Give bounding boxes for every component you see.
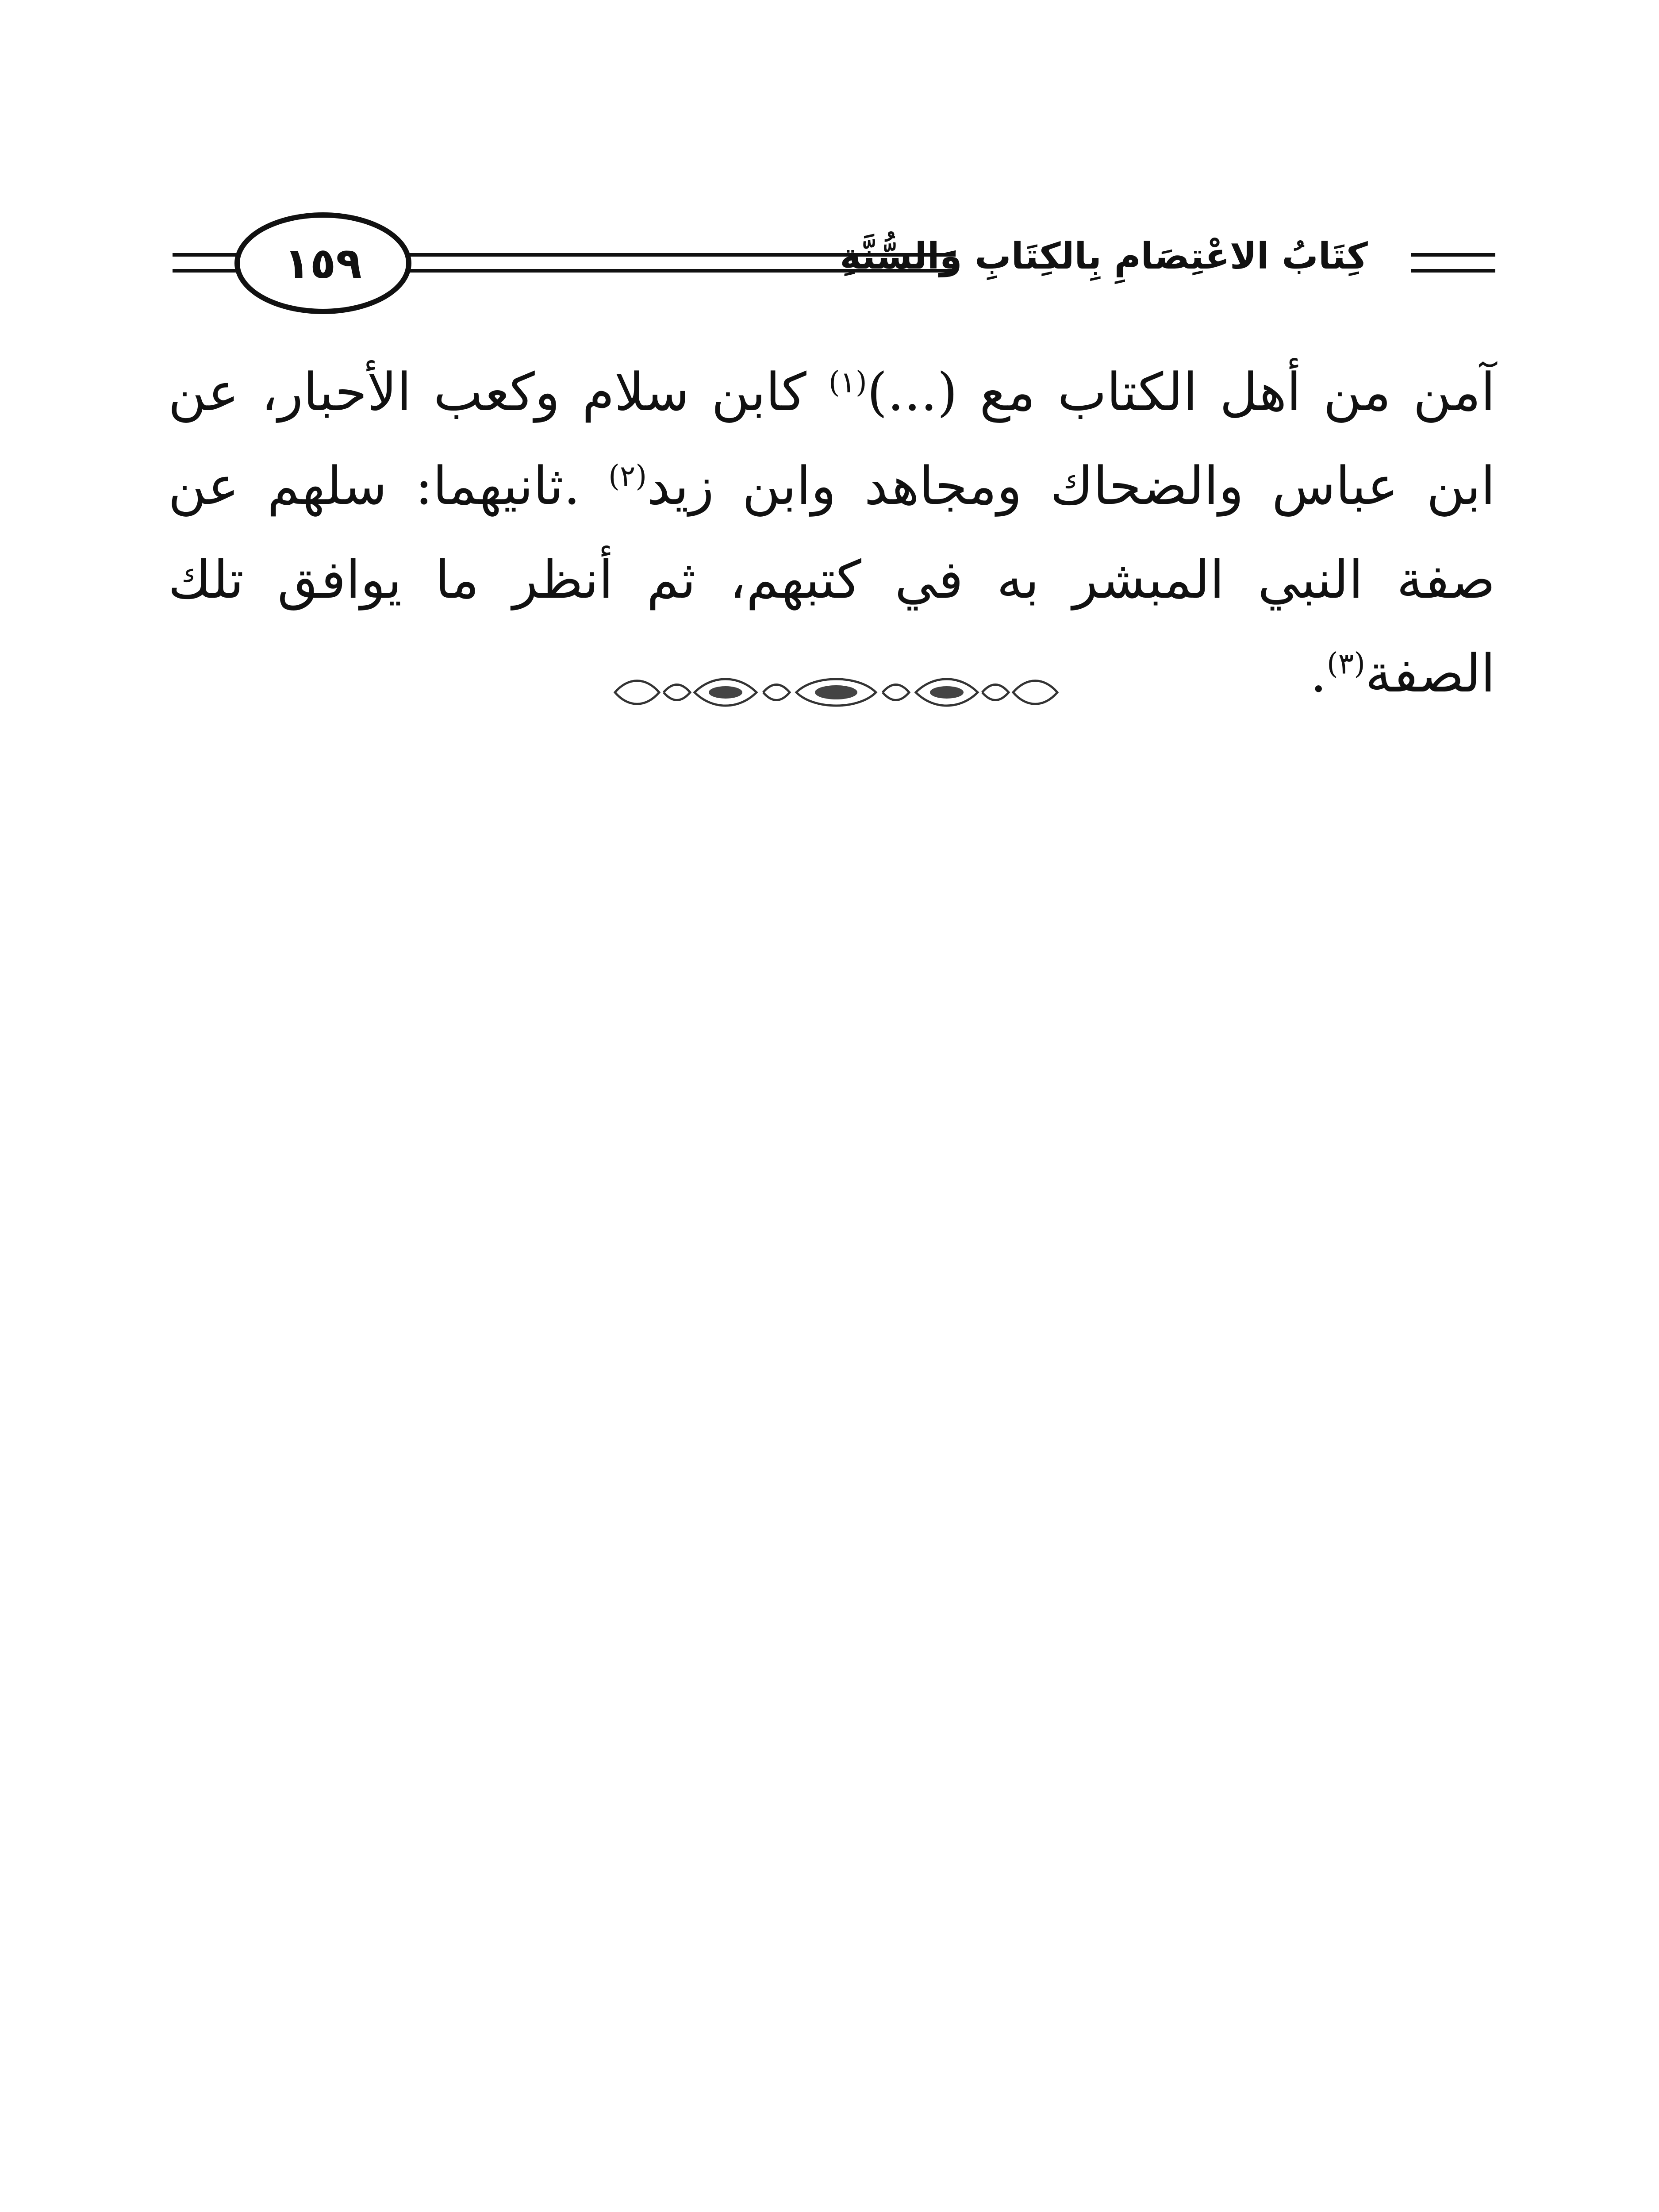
running-title: كِتَابُ الاعْتِصَامِ بِالكِتَابِ وَالسُّنَّةِ [840,235,1368,277]
footnote-ref-2[interactable]: (٢) [608,459,647,493]
header-rule-right-bottom [1411,269,1495,273]
page-number-badge [234,212,411,314]
page-header [173,212,1495,327]
header-rule-left-bottom [173,269,243,273]
section-ornament-icon [611,668,1062,717]
header-rule-left-top [173,253,243,257]
body-text-part-3: .ثانيهما: سلهم عن صفة النبي المبشر به في كتبهم، ثم أنظر ما يوافق تلك الصفة [168,455,1495,704]
body-text-part-2: كابن سلام وكعب الأحبار، عن ابن عباس والضحاك ومجاهد وابن زيد [168,361,1495,516]
body-text-part-1: آمن من أهل الكتاب مع (...) [867,361,1495,422]
header-rule-right-top [1411,253,1495,257]
body-end-punctuation: . [1310,643,1327,704]
footnote-ref-3[interactable]: (٣) [1327,646,1365,681]
page-number: ١٥٩ [284,238,362,288]
footnote-ref-1[interactable]: (١) [828,365,867,399]
main-paragraph [168,345,1495,720]
